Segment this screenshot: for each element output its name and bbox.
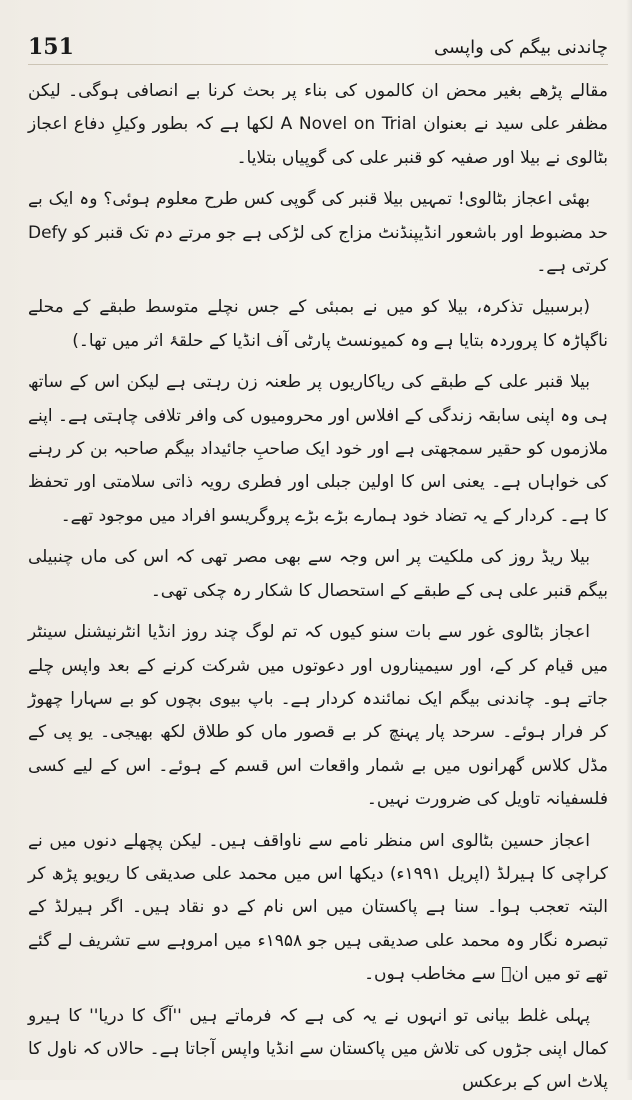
paragraph: پہلی غلط بیانی تو انہوں نے یہ کی ہے کہ فرماتے ہیں ''آگ کا دریا'' کا ہیرو کمال اپنی جڑوں کی تلاش میں پاکستان سے انڈیا واپس آجاتا ہے۔ حالاں کہ ناول کا پلاٹ اس کے برعکس <box>28 1005 608 1093</box>
paragraph: مقالے پڑھے بغیر محض ان کالموں کی بناء پر بحث کرنا بے انصافی ہوگی۔ لیکن مظفر علی سید نے بعنوان A Novel on Trial لکھا ہے کہ بطور وکیلِ دفاع اعجاز بٹالوی نے بیلا اور صفیہ کو قنبر علی کی گوپیاں بتلایا۔ <box>28 81 608 168</box>
paragraph: بیلا قنبر علی کے طبقے کی ریاکاریوں پر طعنہ زن رہتی ہے لیکن اس کے ساتھ ہی وہ اپنی سابقہ زندگی کے افلاس اور محرومیوں کی وافر تلافی چاہتی ہے۔ اپنے ملازموں کو حقیر سمجھتی ہے اور خود ایک صاحبِ جائیداد بیگم صاحبہ بن کر رہنے کی خواہاں ہے۔ یعنی اس کا اولین جبلی اور فطری رویہ ذاتی سلامتی اور تحفظ کا ہے۔ کردار کے یہ تضاد خود ہمارے بڑے بڑے پروگریسو افراد میں موجود تھے۔ <box>28 372 608 526</box>
paragraph: بیلا ریڈ روز کی ملکیت پر اس وجہ سے بھی مصر تھی کہ اس کی ماں چنبیلی بیگم قنبر علی ہی کے طبقے کے استحصال کا شکار رہ چکی تھی۔ <box>28 547 608 601</box>
paragraph: اعجاز بٹالوی غور سے بات سنو کیوں کہ تم لوگ چند روز انڈیا انٹرنیشنل سینٹر میں قیام کر کے، اور سیمیناروں اور دعوتوں میں شرکت کرنے کے بعد واپس چلے جاتے ہو۔ چاندنی بیگم ایک نمائندہ کردار ہے۔ باپ بیوی بچوں کو بے سہارا چھوڑ کر فرار ہوئے۔ سرحد پار پہنچ کر بے قصور ماں کو طلاق لکھ بھیجی۔ یو پی کے مڈل کلاس گھرانوں میں بے شمار واقعات اس قسم کے ہوئے۔ اس کے لیے کسی فلسفیانہ تاویل کی ضرورت نہیں۔ <box>28 622 608 810</box>
page-number: 151 <box>28 34 74 60</box>
running-title: چاندنی بیگم کی واپسی <box>434 36 608 58</box>
paragraph: اعجاز حسین بٹالوی اس منظر نامے سے ناواقف ہیں۔ لیکن پچھلے دنوں میں نے کراچی کا ہیرلڈ (اپریل ۱۹۹۱ء) دیکھا اس میں محمد علی صدیقی کا ریویو پڑھ کر البتہ تعجب ہوا۔ سنا ہے پاکستان میں اس نام کے دو نقاد ہیں۔ اگر ہیرلڈ کے تبصرہ نگار وہ محمد علی صدیقی ہیں جو ۱۹۵۸ء میں امروہے سے تشریف لے گئے تھے تو میں انؔ سے مخاطب ہوں۔ <box>28 830 608 985</box>
paragraph: بھئی اعجاز بٹالوی! تمہیں بیلا قنبر کی گوپی کس طرح معلوم ہوئی؟ وہ ایک بے حد مضبوط اور باشعور انڈیپنڈنٹ مزاج کی لڑکی ہے جو مرتے دم تک قنبر کو Defy کرتی ہے۔ <box>28 189 608 277</box>
page-body <box>28 75 608 1100</box>
paragraph: (برسبیل تذکرہ، بیلا کو میں نے بمبئی کے جس نچلے متوسط طبقے کے محلے ناگپاڑہ کا پروردہ بتایا ہے وہ کمیونسٹ پارٹی آف انڈیا کے حلقۂ اثر میں تھا۔) <box>28 297 608 351</box>
page-header <box>28 30 608 65</box>
page-edge-shadow <box>626 0 632 1080</box>
